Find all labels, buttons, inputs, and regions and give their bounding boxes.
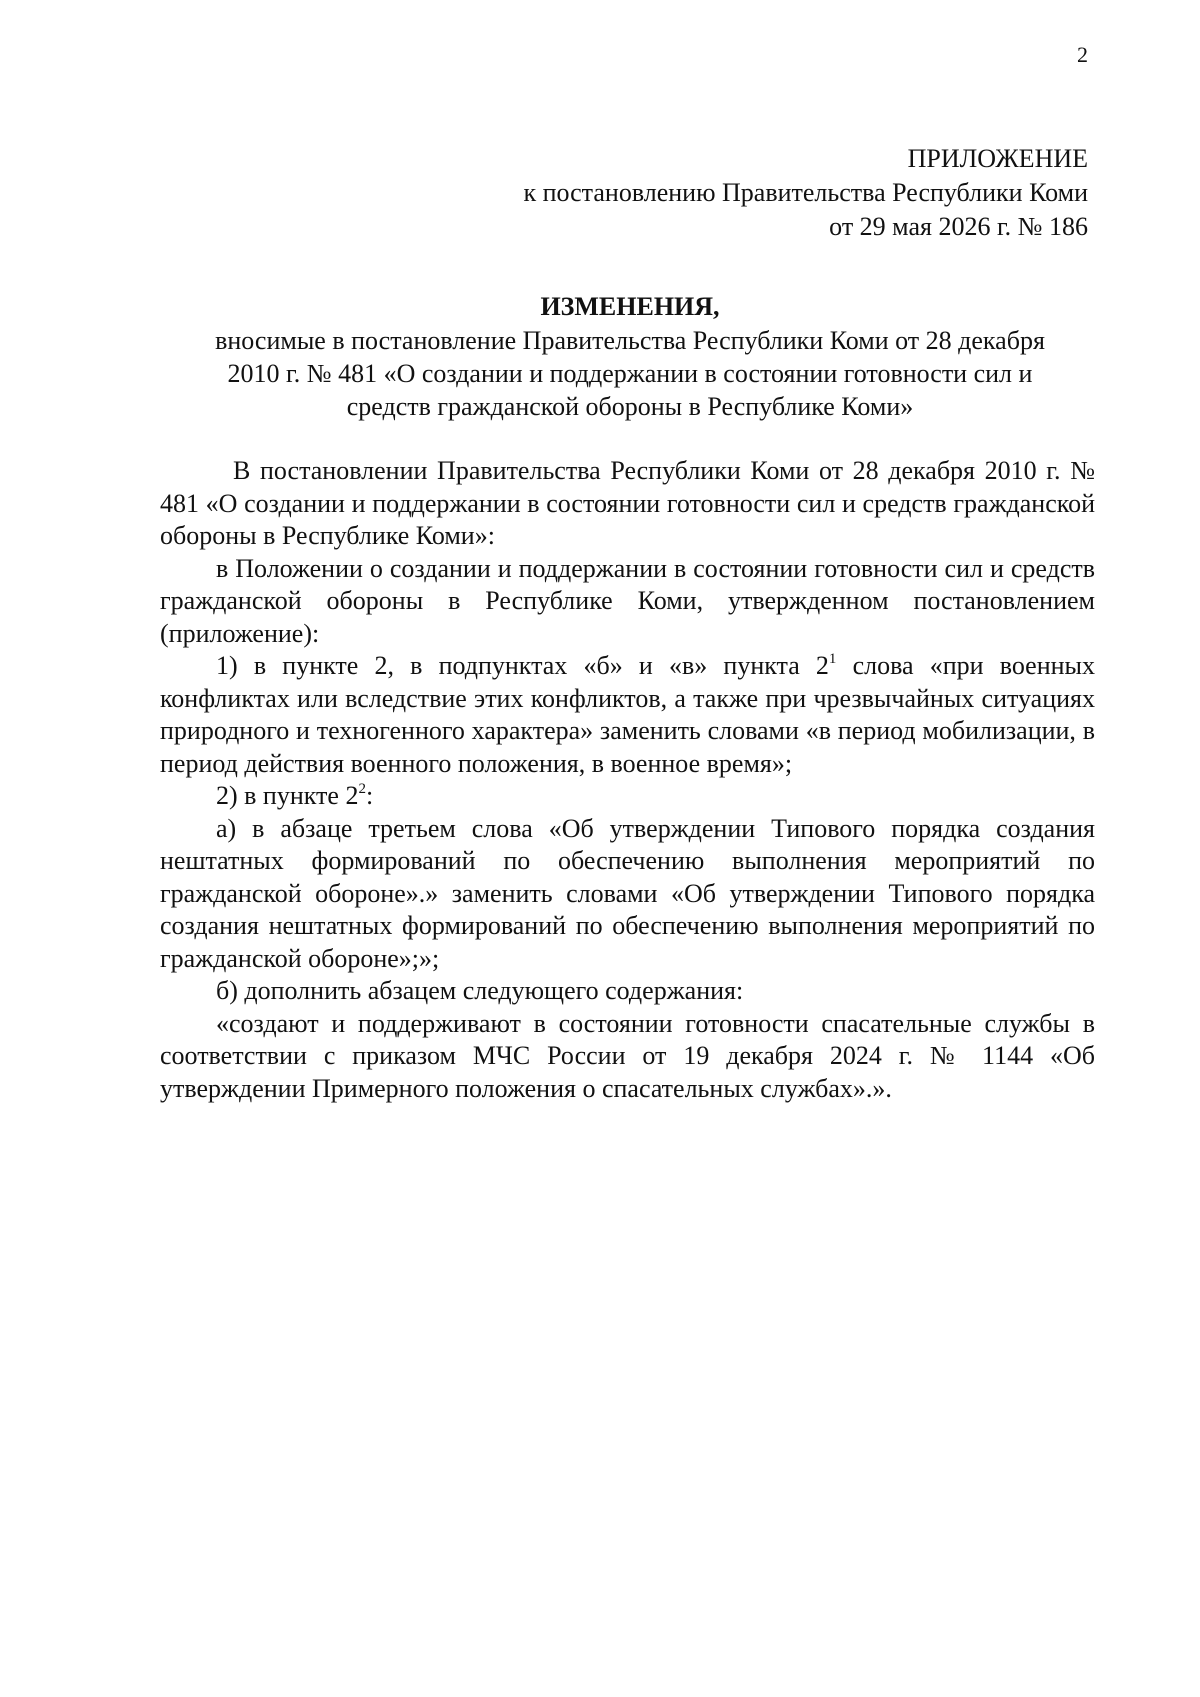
item-2-text-start: 2) в пункте 2 xyxy=(216,781,359,810)
title-heading: ИЗМЕНЕНИЯ, xyxy=(540,292,720,321)
page-number: 2 xyxy=(1077,42,1088,67)
appendix-date: от 29 мая 2026 г. № 186 xyxy=(829,212,1088,241)
item-2-superscript: 2 xyxy=(358,781,366,797)
appendix-reference: к постановлению Правительства Республики Коми xyxy=(523,178,1088,207)
item-1-superscript: 1 xyxy=(828,651,837,667)
paragraph-item-1 xyxy=(160,650,1095,780)
paragraph-intro: В постановлении Правительства Республики Коми от 28 декабря 2010 г. № 481 «О создании и поддержании в состоянии готовности сил и средств гражданской обороны в Республике Коми»: xyxy=(160,456,1095,550)
title-line-2: 2010 г. № 481 «О создании и поддержании в состоянии готовности сил и xyxy=(227,359,1033,388)
title-line-3: средств гражданской обороны в Республике Коми» xyxy=(346,392,914,421)
item-1-text-start: 1) в пункте 2, в подпунктах «б» и «в» пункта 2 xyxy=(216,651,829,680)
document-body xyxy=(160,455,1095,1105)
appendix-header xyxy=(523,142,1088,244)
item-2-text-end: : xyxy=(365,781,374,810)
paragraph-quote: «создают и поддерживают в состоянии готовности спасательные службы в соответствии с приказом МЧС России от 19 декабря 2024 г. № 1144 «Об утверждении Примерного положения о спасательных службах».». xyxy=(160,1008,1095,1103)
item-1-text-end: слова «при военных конфликтах или вследствие этих конфликтов, а также при чрезвычайных ситуациях природного и техногенного характера» заменить словами «в период мобилизации, в период действия военного положения, в военное время»; xyxy=(160,651,1095,778)
paragraph-subitem-b: б) дополнить абзацем следующего содержания: xyxy=(216,976,744,1005)
document-title xyxy=(160,290,1100,423)
paragraph-item-2 xyxy=(160,780,1095,813)
paragraph-regulation: в Положении о создании и поддержании в состоянии готовности сил и средств гражданской обороны в Республике Коми, утвержденном постановлением (приложение): xyxy=(160,553,1095,648)
paragraph-subitem-a: а) в абзаце третьем слова «Об утверждении Типового порядка создания нештатных формирований по обеспечению выполнения мероприятий по гражданской обороне».» заменить словами «Об утверждении Типового порядка создания нештатных формирований по обеспечению выполнения мероприятий по гражданской обороне»;»; xyxy=(160,813,1095,973)
title-line-1: вносимые в постановление Правительства Республики Коми от 28 декабря xyxy=(215,326,1045,355)
appendix-label: ПРИЛОЖЕНИЕ xyxy=(907,144,1088,173)
